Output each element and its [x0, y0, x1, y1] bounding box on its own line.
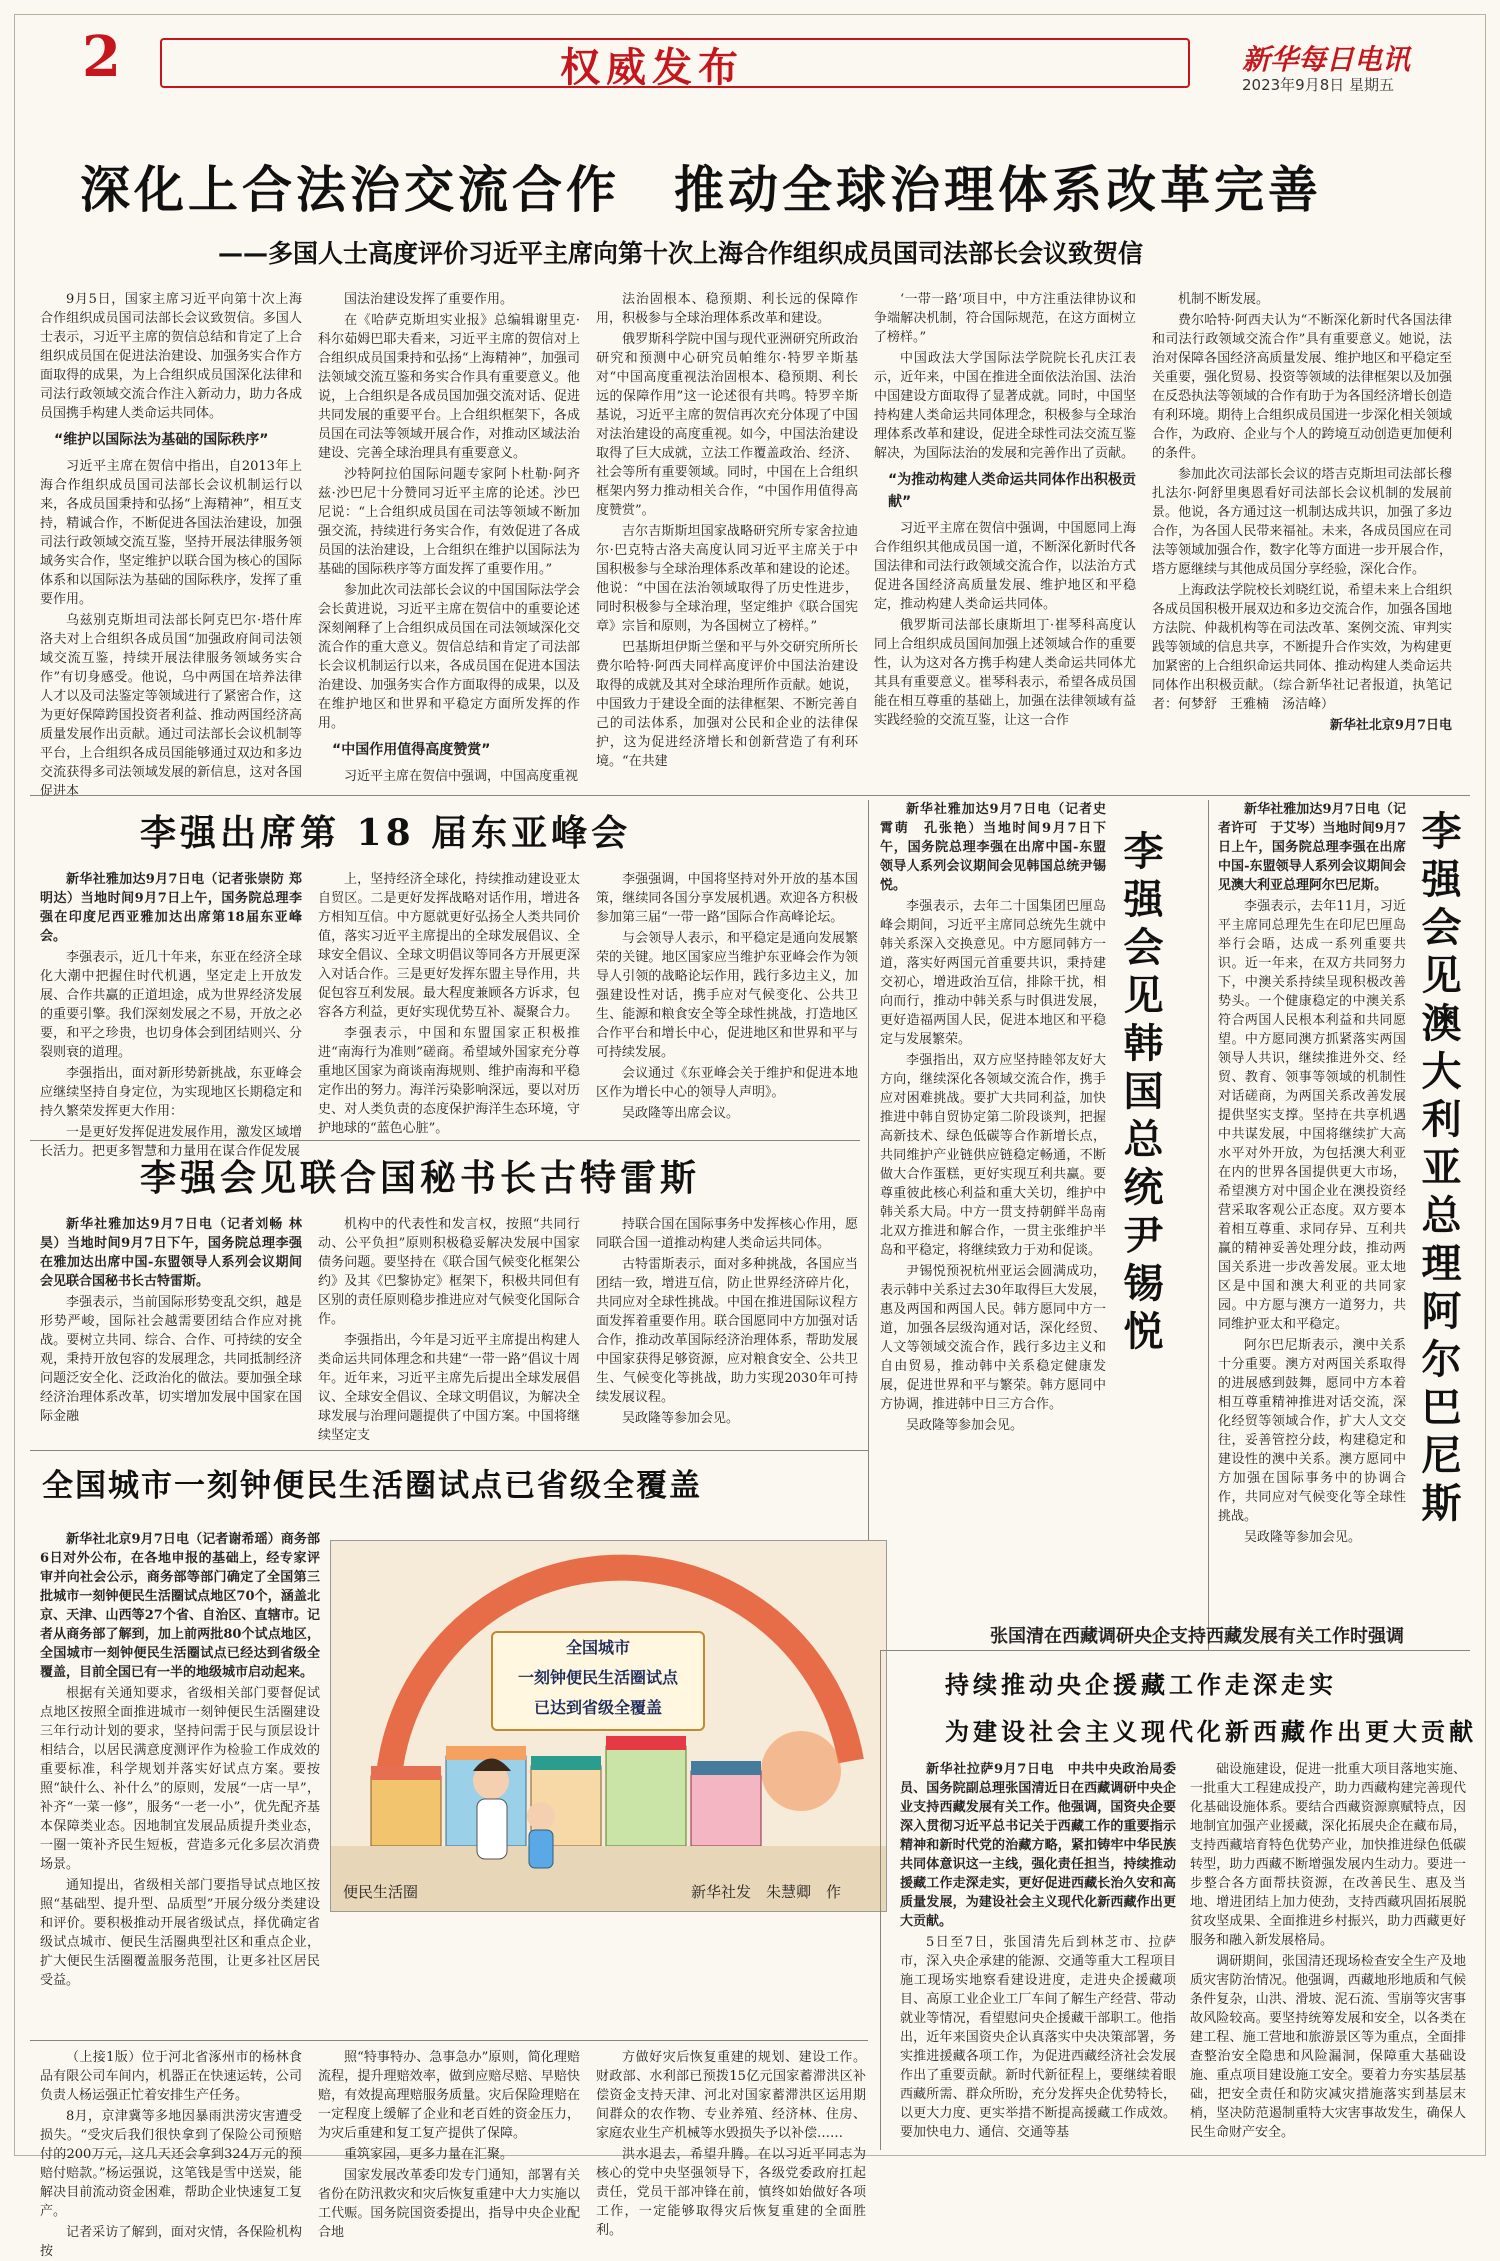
paragraph: 俄罗斯科学院中国与现代亚洲研究所政治研究和预测中心研究员帕维尔·特罗辛斯基对“中国高度重视法治固根本、稳预期、利长远的保障作用”这一论述很有共鸣。特罗辛斯基说，习近平主席的贺信再次充分体现了中国对法治建设的高度重视。如今，中国法治建设取得了巨大成就，立法工作覆盖政治、经济、社会等所有重要领域。同时，中国在上合组织框架内努力推动相关合作，“中国作用值得高度赞赏”。 — [596, 332, 858, 518]
paragraph: 与会领导人表示，和平稳定是通向发展繁荣的关键。地区国家应当维护东亚峰会作为领导人引领的战略论坛作用，践行多边主义，加强建设性对话，携手应对气候变化、公共卫生、能源和粮食安全等全球性挑战，打造地区合作平台和增长中心，促进地区和世界和平与可持续发展。 — [596, 931, 858, 1060]
article2-column-3 — [596, 870, 858, 1170]
paragraph: 吴政隆等参加会见。 — [1244, 1530, 1362, 1545]
paragraph: 记者采访了解到，面对灾情，各保险机构按 — [40, 2225, 302, 2259]
paragraph: 李强强调，中国将坚持对外开放的基本国策，继续同各国分享发展机遇。欢迎各方积极参加第三届“一带一路”国际合作高峰论坛。 — [596, 872, 858, 925]
paragraph: 俄罗斯司法部长康斯坦丁·崔琴科高度认同上合组织成员国间加强上述领域合作的重要性，认为这对各方携手构建人类命运共同体尤其具有重要意义。崔琴科表示，希望各成员国能在相互尊重的基础上，加强在法律领域有益实践经验的交流互鉴，让这一合作 — [874, 618, 1136, 728]
paragraph: 尹锡悦预祝杭州亚运会圆满成功，表示韩中关系过去30年取得巨大发展，惠及两国和两国人民。韩方愿同中方一道，加强各层级沟通对话，深化经贸、人文等领域交流合作，践行多边主义和自由贸易，推动韩中关系稳定健康发展，促进世界和平与繁荣。韩方愿同中方协调，推进韩中日三方合作。 — [880, 1264, 1106, 1412]
paragraph: 持联合国在国际事务中发挥核心作用，愿同联合国一道推动构建人类命运共同体。 — [596, 1217, 858, 1251]
paragraph: 新华社雅加达9月7日电（记者刘畅 林昊）当地时间9月7日下午，国务院总理李强在雅加达出席中国-东盟领导人系列会议期间会见联合国秘书长古特雷斯。 — [40, 1217, 302, 1289]
paragraph: 吴政隆等出席会议。 — [622, 1106, 740, 1121]
article2-column-1 — [40, 870, 302, 1170]
paragraph: 李强表示，去年二十国集团巴厘岛峰会期间，习近平主席同总统先生就中韩关系深入交换意见。中方愿同韩方一道，落实好两国元首重要共识，秉持建交初心，增进政治互信，排除干扰，相向而行，推动中韩关系与时俱进发展，更好造福两国人民，促进本地区和平稳定与发展繁荣。 — [880, 899, 1106, 1047]
paragraph: 习近平主席在贺信中强调，中国愿同上海合作组织其他成员国一道，不断深化新时代各国法律和司法行政领域交流合作，以法治方式促进各国经济高质量发展、维护地区和平稳定，推动构建人类命运共同体。 — [874, 521, 1136, 612]
paragraph: 中国政法大学国际法学院院长孔庆江表示，近年来，中国在推进全面依法治国、法治中国建设方面取得了显著成就。同时，中国坚持构建人类命运共同体理念，积极参与全球治理体系改革和建设，促进全球性司法交流互鉴解决，为国际法治的发展和完善作出了贡献。 — [874, 351, 1136, 461]
article8-column-2 — [318, 2048, 580, 2240]
article3-column-2 — [318, 1215, 580, 1445]
paragraph: 吉尔吉斯斯坦国家战略研究所专家舍拉迪尔·巴克特古洛夫高度认同习近平主席关于中国积极参与全球治理体系改革和建设的论述。他说：“中国在法治领域取得了历史性进步，同时积极参与全球治理，坚定维护《联合国宪章》宗旨和原则，为各国树立了榜样。” — [596, 524, 858, 634]
paragraph: 国家发展改革委印发专门通知，部署有关省份在防汛救灾和灾后恢复重建中大力实施以工代赈。国务院国资委提出，指导中央企业配合地 — [318, 2168, 580, 2240]
divider — [868, 800, 869, 1650]
divider — [30, 1450, 868, 1451]
newspaper-brand-logo: 新华每日电讯 — [1242, 43, 1411, 76]
article5-column — [1218, 800, 1406, 1620]
paragraph: 8月，京津冀等多地因暴雨洪涝灾害遭受损失。“受灾后我们很快拿到了保险公司预赔付的200万元，这几天还会拿到324万元的预赔付赔款。”杨运强说，这笔钱是雪中送炭，能解决目前流动资金困难，帮助企业快速复工复产。 — [40, 2109, 302, 2219]
paragraph: 李强表示，中国和东盟国家正积极推进“南海行为准则”磋商。希望域外国家充分尊重地区国家为商谈南海规则、维护南海和平稳定作出的努力。海洋污染影响深远，要以对历史、对人类负责的态度保护海洋生态环境，守护地球的“蓝色心脏”。 — [318, 1026, 580, 1136]
paragraph: 沙特阿拉伯国际问题专家阿卜杜勒·阿齐兹·沙巴尼十分赞同习近平主席的论述。沙巴尼说：“上合组织成员国在司法等领域不断加强交流，持续进行务实合作，有效促进了各成员国的法治建设，上合组织在维护以国际法为基础的国际秩序等方面发挥了重要作用。” — [318, 467, 580, 577]
paragraph: ‘一带一路’项目中，中方注重法律协议和争端解决机制，符合国际规范，在这方面树立了榜样。” — [874, 292, 1136, 345]
article8-column-3 — [596, 2048, 866, 2238]
paragraph: 李强表示，当前国际形势变乱交织，越是形势严峻，国际社会越需要团结合作应对挑战。要树立共同、综合、合作、可持续的安全观，秉持开放包容的发展理念，共同抵制经济问题泛安全化、泛政治化的做法。要加强全球经济治理体系改革，切实增加发展中国家在国际金融 — [40, 1295, 302, 1424]
paragraph: 李强表示，近几十年来，东亚在经济全球化大潮中把握住时代机遇，坚定走上开放发展、合作共赢的正道坦途，成为世界经济发展的重要引擎。我们深刻发展之不易，开放之必要，和平之珍贵，也切身体会到团结则兴、分裂则衰的道理。 — [40, 950, 302, 1060]
tibet-kicker: 张国清在西藏调研央企支持西藏发展有关工作时强调 — [990, 1626, 1404, 1647]
article3-column-3 — [596, 1215, 858, 1445]
illustration-caption-left: 便民生活圈 — [343, 1883, 419, 1901]
article1-column-5 — [1152, 290, 1452, 790]
divider — [1208, 800, 1209, 1650]
paragraph: 机构中的代表性和发言权，按照“共同行动、公平负担”原则积极稳妥解决发展中国家债务问题。要坚持在《联合国气候变化框架公约》及其《巴黎协定》框架下，积极共同但有区别的责任原则稳步推进应对气候变化国际合作。 — [318, 1217, 580, 1327]
paragraph: 一是更好发挥促进发展作用，激发区域增长活力。把更多智慧和力量用在谋合作促发展 — [40, 1125, 302, 1159]
article4-column — [880, 800, 1106, 1620]
article1-column-2 — [318, 290, 580, 790]
article2-column-2 — [318, 870, 580, 1170]
section-title: 权威发布 — [560, 44, 744, 91]
article6-column — [40, 1530, 320, 2030]
headline-convenience-circle: 全国城市一刻钟便民生活圈试点已省级全覆盖 — [42, 1468, 702, 1504]
paragraph: 新华社拉萨9月7日电 中共中央政治局委员、国务院副总理张国清近日在西藏调研中央企业支持西藏发展有关工作。他强调，国资央企要深入贯彻习近平总书记关于西藏工作的重要指示精神和新时代党的治藏方略，紧扣铸牢中华民族共同体意识这一主线，强化责任担当，持续推动援藏工作走深走实，更好促进西藏长治久安和高质量发展，为建设社会主义现代化新西藏作出更大贡献。 — [900, 1762, 1176, 1929]
paragraph: 李强指出，双方应坚持睦邻友好大方向，继续深化各领域交流合作，携手应对困难挑战。要扩大共同利益，加快推进中韩自贸协定第二阶段谈判，把握高新技术、绿色低碳等合作新增长点，共同维护产业链供应链稳定畅通，不断做大合作蛋糕，更好实现互利共赢。要尊重彼此核心利益和重大关切，维护中韩关系大局。中方一贯支持朝鲜半岛南北双方推进和解合作，一贯主张维护半岛和平稳定，将继续致力于劝和促谈。 — [880, 1053, 1106, 1258]
tibet-headline-2: 为建设社会主义现代化新西藏作出更大贡献 — [945, 1717, 1477, 1746]
issue-date: 2023年9月8日 星期五 — [1242, 76, 1395, 94]
paragraph: 古特雷斯表示，面对多种挑战，各国应当团结一致，增进互信，防止世界经济碎片化，共同应对全球性挑战。中国在推进国际议程方面发挥着重要作用。联合国愿同中方加强对话合作，推动改革国际经济治理体系，帮助发展中国家获得足够资源，应对粮食安全、公共卫生、气候变化等挑战，助力实现2030年可持续发展议程。 — [596, 1257, 858, 1405]
paragraph: 吴政隆等参加会见。 — [622, 1411, 740, 1426]
paragraph: 李强指出，今年是习近平主席提出构建人类命运共同体理念和共建“一带一路”倡议十周年。近年来，习近平主席先后提出全球发展倡议、全球安全倡议、全球文明倡议，为解决全球发展与治理问题提供了中国方案。中国将继续坚定支 — [318, 1333, 580, 1443]
paragraph: 重筑家园，更多力量在汇聚。 — [344, 2147, 514, 2162]
paragraph: 法治固根本、稳预期、利长远的保障作用，积极参与全球治理体系改革和建设。 — [596, 292, 858, 326]
paragraph: 阿尔巴尼斯表示，澳中关系十分重要。澳方对两国关系取得的进展感到鼓舞，愿同中方本着相互尊重精神推进对话交流，深化经贸等领域合作，扩大人文交往，妥善管控分歧，构建稳定和建设性的澳中关系。澳方愿同中方加强在国际事务中的协调合作，共同应对气候变化等全球性挑战。 — [1218, 1338, 1406, 1524]
article1-column-4 — [874, 290, 1136, 790]
headline-main: 深化上合法治交流合作 推动全球治理体系改革完善 — [80, 160, 1322, 219]
paragraph: （上接1版）位于河北省涿州市的杨林食品有限公司车间内，机器正在快速运转，公司负责人杨运强正忙着安排生产任务。 — [40, 2050, 302, 2103]
paragraph: 费尔哈特·阿西夫认为“不断深化新时代各国法律和司法行政领域交流合作”具有重要意义。她说，法治对保障各国经济高质量发展、维护地区和平稳定至关重要，强化贸易、投资等领域的法律框架以及加强在反恐执法等领域的合作有助于为各国经济增长创造有利环境。期待上合组织成员国进一步深化相关领域合作，为政府、企业与个人的跨境互动创造更加便利的条件。 — [1152, 313, 1452, 461]
paragraph: 9月5日，国家主席习近平向第十次上海合作组织成员国司法部长会议致贺信。多国人士表示，习近平主席的贺信总结和肯定了上合组织成员国在促进法治建设、加强务实合作方面取得的成果，为上合组织成员国深化法律和司法行政领域交流合作注入新动力，助力各成员国携手构建人类命运共同体。 — [40, 292, 302, 421]
paragraph: 根据有关通知要求，省级相关部门要督促试点地区按照全面推进城市一刻钟便民生活圈建设三年行动计划的要求，坚持问需于民与顶层设计相结合，以居民满意度测评作为检验工作成效的重要标准，科学规划并落实好试点方案。要按照“缺什么、补什么”的原则，发展“一店一早”，补齐“一菜一修”，服务“一老一小”，优先配齐基本保障类业态。因地制宜发展品质提升类业态，一圈一策补齐民生短板，营造多元化多层次消费场景。 — [40, 1686, 320, 1872]
paragraph: 机制不断发展。 — [1178, 292, 1270, 307]
sign-text-line2: 一刻钟便民生活圈试点 — [517, 1668, 678, 1687]
paragraph: 照“特事特办、急事急办”原则，简化理赔流程，提升理赔效率，做到应赔尽赔、早赔快赔，有效提高理赔服务质量。灾后保险理赔在一定程度上缓解了企业和老百姓的资金压力，为灾后重建和复工复产提供了保障。 — [318, 2050, 580, 2141]
paragraph: 础设施建设，促进一批重大项目落地实施、一批重大工程建成投产，助力西藏构建完善现代化基础设施体系。要结合西藏资源禀赋特点，因地制宜加强产业援藏，深化拓展央企在藏布局，支持西藏培育特色优势产业，加快推进绿色低碳转型，助力西藏不断增强发展内生动力。要进一步整合各方面帮扶资源，在改善民生、惠及当地、增进团结上加力使劲，支持西藏巩固拓展脱贫攻坚成果、全面推进乡村振兴，助力西藏更好服务和融入新发展格局。 — [1190, 1762, 1466, 1948]
paragraph: 5日至7日，张国清先后到林芝市、拉萨市，深入央企承建的能源、交通等重大工程项目施工现场实地察看建设进度，走进央企援藏项目、高原工业企业工厂车间了解生产经营、带动就业等情况，看望慰问央企援藏干部职工。他指出，近年来国资央企认真落实中央决策部署，务实推进援藏各项工作，为促进西藏经济社会发展作出了重要贡献。新时代新征程上，要继续着眼西藏所需、群众所盼，充分发挥央企优势特长，以更大力度、更实举措不断提高援藏工作成效。要加快电力、通信、交通等基 — [900, 1935, 1176, 2140]
headline-guterres-meeting: 李强会见联合国秘书长古特雷斯 — [140, 1157, 701, 1199]
headline-main-subtitle: ——多国人士高度评价习近平主席向第十次上海合作组织成员国司法部长会议致贺信 — [218, 239, 1144, 268]
sign-text-line3: 已达到省级全覆盖 — [533, 1698, 662, 1717]
illustration-caption-credit: 新华社发 朱慧卿 作 — [691, 1883, 842, 1901]
paragraph: 调研期间，张国清还现场检查安全生产及地质灾害防治情况。他强调，西藏地形地质和气候条件复杂，山洪、滑坡、泥石流、雪崩等灾害事故风险较高。要坚持统筹发展和安全，以各类在建工程、施工营地和旅游景区等为重点，全面排查整治安全隐患和风险漏洞，保障重大基础设施、重点项目建设施工安全。要着力夯实基层基础，把安全责任和防灾减灾措施落实到基层末梢，坚决防范遏制重特大灾害事故发生，确保人民生命财产安全。 — [1190, 1954, 1466, 2140]
divider — [880, 1650, 881, 2150]
tibet-headline-1: 持续推动央企援藏工作走深走实 — [945, 1670, 1337, 1699]
paragraph: 通知提出，省级相关部门要指导试点地区按照“基础型、提升型、品质型”开展分级分类建设和评价。要积极推动开展省级试点，择优确定省级试点城市、便民生活圈典型社区和重点企业，扩大便民生活圈覆盖服务范围，让更多社区居民受益。 — [40, 1878, 320, 1988]
paragraph: 李强表示，去年11月，习近平主席同总理先生在印尼巴厘岛举行会晤，达成一系列重要共识。近一年来，在双方共同努力下，中澳关系持续呈现积极改善势头。一个健康稳定的中澳关系符合两国人民根本利益和共同愿望。中方愿同澳方抓紧落实两国领导人共识，继续推进外交、经贸、教育、领事等领域的机制性对话磋商，为两国关系改善发展提供坚实支撑。坚持在共享机遇中共谋发展，中国将继续扩大高水平对外开放，为包括澳大利亚在内的世界各国提供更大市场，希望澳方对中国企业在澳投资经营采取客观公正态度。双方要本着相互尊重、求同存异、互利共赢的精神妥善处理分歧，推动两国关系进一步改善发展。亚太地区是中国和澳大利亚的共同家园。中方愿与澳方一道努力，共同维护亚太和平稳定。 — [1218, 899, 1406, 1332]
page-number: 2 — [82, 24, 121, 90]
headline-east-asia-summit: 李强出席第 18 届东亚峰会 — [140, 812, 632, 854]
article3-column-1 — [40, 1215, 302, 1445]
section-heading: “为推动构建人类命运共同体作出积极贡献” — [888, 472, 1136, 510]
sign-text-line1: 全国城市 — [565, 1638, 630, 1657]
paragraph: 新华社雅加达9月7日电（记者张崇防 郑明达）当地时间9月7日上午，国务院总理李强在印度尼西亚雅加达出席第18届东亚峰会。 — [40, 872, 302, 944]
paragraph: 巴基斯坦伊斯兰堡和平与外交研究所所长费尔哈特·阿西夫同样高度评价中国法治建设取得的成就及其对全球治理所作贡献。她说，中国致力于建设全面的法律框架、不断完善自己的司法体系，加强对公民和企业的法律保护，这为促进经济增长和创新营造了有利环境。“在共建 — [596, 640, 858, 769]
paragraph: 新华社北京9月7日电（记者谢希瑶）商务部6日对外公布，在各地申报的基础上，经专家评审并向社会公示，商务部等部门确定了全国第三批城市一刻钟便民生活圈试点地区70个，涵盖北京、天津、山西等27个省、自治区、直辖市。记者从商务部了解到，加上前两批80个试点地区，全国城市一刻钟便民生活圈试点已经达到省级全覆盖，目前全国已有一半的地级城市启动起来。 — [40, 1532, 320, 1680]
divider — [30, 1140, 860, 1141]
paragraph: 习近平主席在贺信中强调，中国高度重视 — [344, 769, 579, 784]
divider — [880, 1650, 1470, 1651]
section-heading: “中国作用值得高度赞赏” — [332, 742, 491, 758]
paragraph: 李强指出，面对新形势新挑战，东亚峰会应继续坚持自身定位，为实现地区长期稳定和持久繁荣发挥更大作用： — [40, 1066, 302, 1119]
cartoon-illustration — [330, 1540, 887, 1912]
paragraph: 习近平主席在贺信中指出，自2013年上海合作组织成员国司法部长会议机制运行以来，各成员国秉持和弘扬“上海精神”，相互支持，精诚合作，不断促进各国法治建设，加强司法行政领域交流互鉴，坚持开展法律服务领域务实合作，坚定维护以联合国为核心的国际体系和以国际法为基础的国际秩序，发挥了重要作用。 — [40, 459, 302, 607]
divider — [30, 2040, 868, 2041]
paragraph: 上，坚持经济全球化，持续推动建设亚太自贸区。二是更好发挥战略对话作用，增进各方相知互信。中方愿就更好弘扬全人类共同价值，落实习近平主席提出的全球发展倡议、全球安全倡议、全球文明倡议等同各方开展更深入对话合作。三是更好发挥东盟主导作用，共促包容互利发展。最大程度兼顾各方诉求，包容各方利益，更好实现优势互补、凝聚合力。 — [318, 872, 580, 1020]
paragraph: 参加此次司法部长会议的中国国际法学会会长黄进说，习近平主席在贺信中的重要论述深刻阐释了上合组织成员国在司法领域深化交流合作的重大意义。贺信总结和肯定了司法部长会议机制运行以来，各成员国在促进本国法治建设、加强务实合作方面取得的成果，以及在维护地区和世界和平稳定方面所发挥的作用。 — [318, 583, 580, 731]
article8-column-1 — [40, 2048, 302, 2259]
paragraph: 吴政隆等参加会见。 — [906, 1418, 1024, 1433]
dateline: 新华社北京9月7日电 — [1329, 718, 1452, 733]
paragraph: 乌兹别克斯坦司法部长阿克巴尔·塔什库洛夫对上合组织各成员国“加强政府间司法领域交流互鉴，持续开展法律服务领域务实合作”有切身感受。他说，乌中两国在培养法律人才以及司法鉴定等领域进行了紧密合作，这为更好保障跨国投资者利益、推动两国经济高质量发展作出贡献。通过司法部长会议机制等平台，上合组织各成员国能够通过双边和多边交流获得多司法领域发展的新信息，这对各国促进本 — [40, 613, 302, 799]
article7-column-1 — [900, 1760, 1176, 2152]
article1-column-1 — [40, 290, 302, 799]
headline-korea-meeting: 李强会见韩国总统尹锡悦 — [1117, 830, 1164, 1358]
paragraph: 新华社雅加达9月7日电（记者许可 于艾岑）当地时间9月7日上午，国务院总理李强在出席中国-东盟领导人系列会议期间会见澳大利亚总理阿尔巴尼斯。 — [1218, 802, 1406, 893]
paragraph: 上海政法学院校长刘晓红说，希望未来上合组织各成员国积极开展双边和多边交流合作，加强各国地方法院、仲裁机构等在司法改革、案例交流、审判实践等领域的信息共享，不断提升合作实效，为构建更加紧密的上合组织命运共同体、推动构建人类命运共同体作出积极贡献。（综合新华社记者报道，执笔记者：何梦舒 王雅楠 汤洁峰） — [1152, 583, 1452, 712]
paragraph: 新华社雅加达9月7日电（记者史霄萌 孔张艳）当地时间9月7日下午，国务院总理李强在出席中国-东盟领导人系列会议期间会见韩国总统尹锡悦。 — [880, 802, 1106, 893]
paragraph: 方做好灾后恢复重建的规划、建设工作。财政部、水利部已预拨15亿元国家蓄滞洪区补偿资金支持天津、河北对国家蓄滞洪区运用期间群众的农作物、专业养殖、经济林、住房、家庭农业生产机械等水毁损失予以补偿…… — [596, 2050, 866, 2141]
paragraph: 洪水退去，希望升腾。在以习近平同志为核心的党中央坚强领导下，各级党委政府扛起责任，党员干部冲锋在前，慎终如始做好各项工作，一定能够取得灾后恢复重建的全面胜利。 — [596, 2147, 866, 2238]
paragraph: 会议通过《东亚峰会关于维护和促进本地区作为增长中心的领导人声明》。 — [596, 1066, 858, 1100]
paragraph: 国法治建设发挥了重要作用。 — [344, 292, 514, 307]
section-heading: “维护以国际法为基础的国际秩序” — [54, 432, 269, 448]
headline-australia-meeting: 李强会见澳大利亚总理阿尔巴尼斯 — [1415, 810, 1462, 1530]
article7-column-2 — [1190, 1760, 1466, 2152]
paragraph: 在《哈萨克斯坦实业报》总编辑谢里克·科尔茹姆巴耶夫看来，习近平主席的贺信对上合组织成员国秉持和弘扬“上海精神”，加强司法领域交流互鉴和务实合作具有重要意义。他说，上合组织是各成员国加强交流对话、促进共同发展的重要平台。上合组织框架下，各成员国在司法等领域开展合作，对推动区域法治建设、完善全球治理具有重要意义。 — [318, 313, 580, 461]
paragraph: 参加此次司法部长会议的塔吉克斯坦司法部长穆扎法尔·阿舒里奥恩看好司法部长会议机制的发展前景。他说，各方通过这一机制达成共识，加强了多边合作，为各国人民带来福祉。未来，各成员国应在司法等领域加强合作，数字化等方面进一步开展合作，塔方愿继续与其他成员国分享经验，深化合作。 — [1152, 467, 1452, 577]
divider — [30, 795, 1470, 796]
article1-column-3 — [596, 290, 858, 790]
